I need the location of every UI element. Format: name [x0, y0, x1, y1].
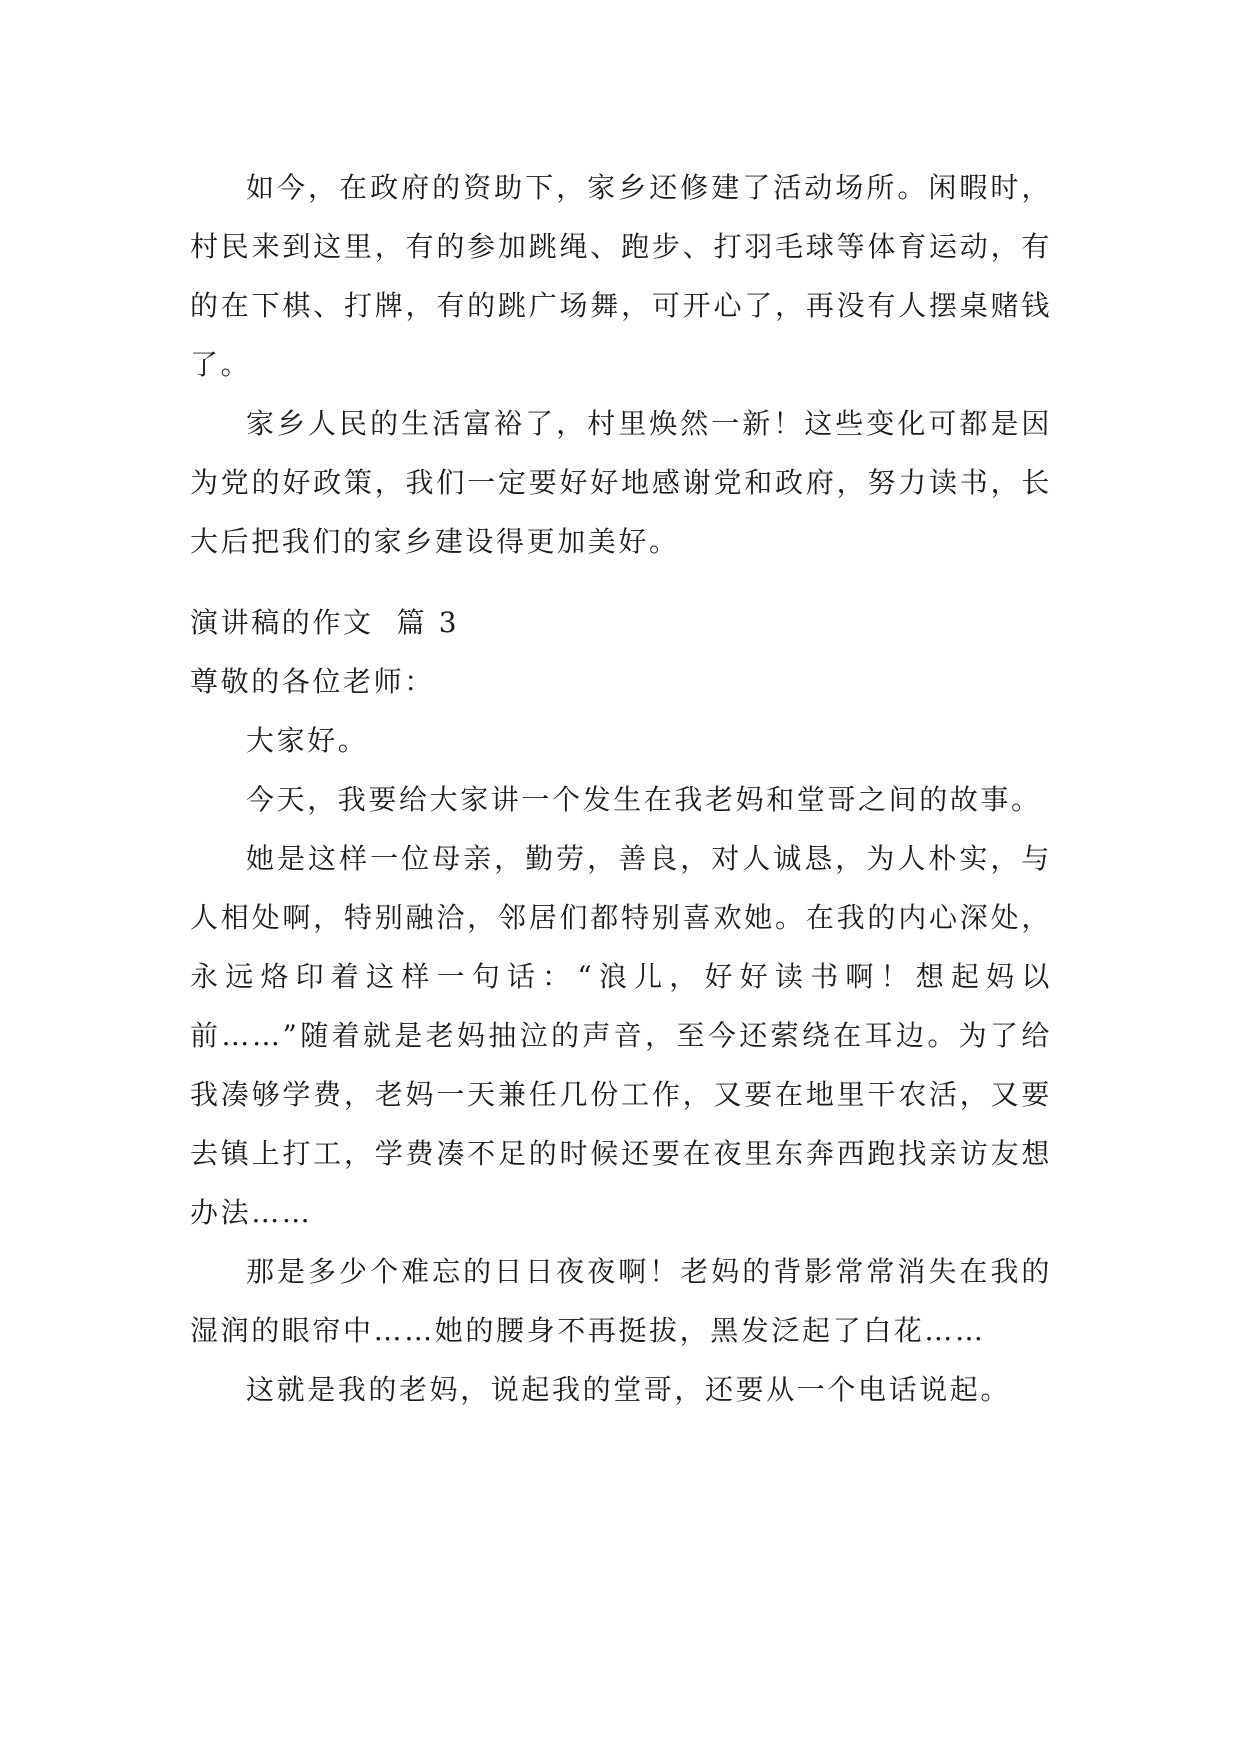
- paragraph-intro: 今天，我要给大家讲一个发生在我老妈和堂哥之间的故事。: [246, 783, 1042, 816]
- section-heading: 演讲稿的作文 篇 3: [190, 606, 460, 639]
- salutation: 尊敬的各位老师：: [190, 665, 435, 698]
- paragraph-mother: 她是这样一位母亲，勤劳，善良，对人诚恳，为人朴实，与人相处啊，特别融洽，邻居们都特别喜欢她。在我的内心深处，永远烙印着这样一句话：“浪儿，好好读书啊！想起妈以前……”随着就是老妈抽泣的声音，至今还萦绕在耳边。为了给我凑够学费，老妈一天兼任几份工作，又要在地里干农活，又要去镇上打工，学费凑不足的时候还要在夜里东奔西跑找亲访友想办法……: [190, 842, 1052, 1229]
- paragraph-activity-venue: 如今，在政府的资助下，家乡还修建了活动场所。闲暇时，村民来到这里，有的参加跳绳、跑步、打羽毛球等体育运动，有的在下棋、打牌，有的跳广场舞，可开心了，再没有人摆桌赌钱了。: [190, 171, 1052, 381]
- paragraph-cousin: 这就是我的老妈，说起我的堂哥，还要从一个电话说起。: [246, 1373, 1012, 1406]
- paragraph-hometown-change: 家乡人民的生活富裕了，村里焕然一新！这些变化可都是因为党的好政策，我们一定要好好地感谢党和政府，努力读书，长大后把我们的家乡建设得更加美好。: [190, 407, 1052, 558]
- paragraph-greeting: 大家好。: [246, 724, 369, 757]
- paragraph-memories: 那是多少个难忘的日日夜夜啊！老妈的背影常常消失在我的湿润的眼帘中……她的腰身不再挺拔，黑发泛起了白花……: [190, 1255, 1052, 1347]
- text-block-speech: [190, 652, 1052, 1419]
- text-block-top: [190, 158, 1052, 571]
